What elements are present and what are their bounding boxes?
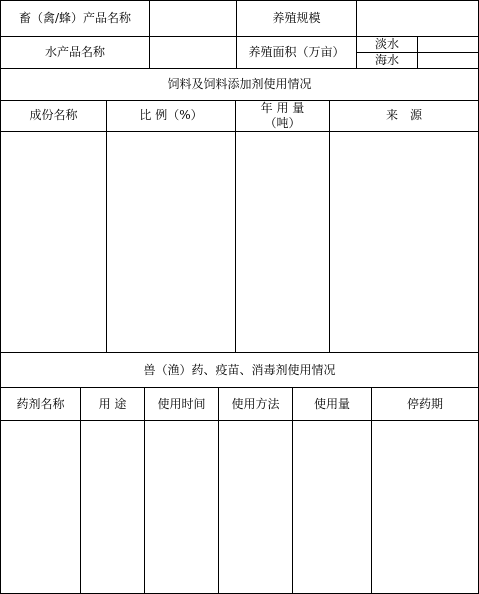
- rule-drug-col1: [80, 387, 81, 594]
- livestock-product-label: 畜（禽/蜂）产品名称: [18, 11, 132, 25]
- drug-col-method: 使用方法: [231, 397, 280, 411]
- breeding-scale-label: 养殖规模: [272, 11, 321, 25]
- rule-drug-title-bottom: [0, 387, 479, 388]
- rule-header-col1: [149, 0, 150, 68]
- feed-col-ratio: 比 例（%）: [139, 108, 203, 122]
- drug-col-time: 使用时间: [157, 397, 206, 411]
- rule-feed-col2: [235, 100, 236, 352]
- rule-feed-body-bottom: [0, 352, 479, 353]
- drug-col-purpose: 用 途: [98, 397, 127, 411]
- drug-section-title: 兽（渔）药、疫苗、消毒剂使用情况: [143, 363, 336, 377]
- rule-header-col4: [417, 36, 418, 68]
- rule-row2-bottom: [0, 68, 479, 69]
- freshwater-label: 淡水: [374, 37, 399, 51]
- rule-feed-header-bottom: [0, 131, 479, 132]
- feed-col-source: 来 源: [385, 108, 422, 122]
- rule-feed-col1: [106, 100, 107, 352]
- drug-col-withdrawal: 停药期: [406, 397, 443, 411]
- rule-feed-col3: [329, 100, 330, 352]
- feed-col-ingredient: 成份名称: [29, 108, 78, 122]
- rule-drug-col3: [218, 387, 219, 594]
- rule-drug-header-bottom: [0, 420, 479, 421]
- rule-top: [0, 0, 479, 1]
- feed-col-annual-usage: 年 用 量: [260, 101, 305, 115]
- rule-drug-col5: [371, 387, 372, 594]
- feed-section-title: 饲料及饲料添加剂使用情况: [167, 77, 312, 91]
- seawater-label: 海水: [374, 53, 399, 67]
- aquatic-product-label: 水产品名称: [44, 45, 105, 59]
- rule-drug-col4: [292, 387, 293, 594]
- rule-drug-col2: [144, 387, 145, 594]
- feed-col-annual-usage-unit: （吨）: [264, 116, 301, 130]
- drug-col-dosage: 使用量: [313, 397, 350, 411]
- breeding-area-label: 养殖面积（万亩）: [248, 45, 345, 59]
- drug-col-name: 药剂名称: [16, 397, 65, 411]
